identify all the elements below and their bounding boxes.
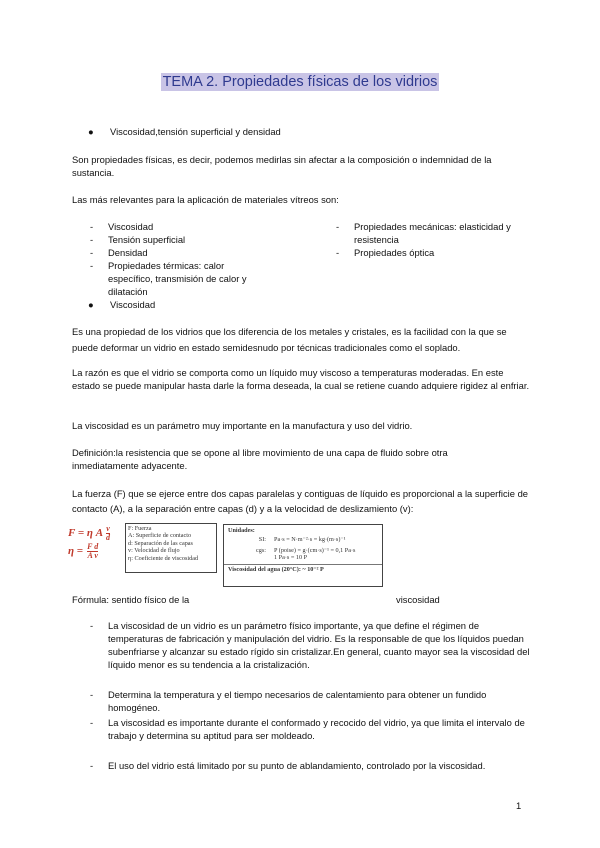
legend-item: F: Fuerza [128, 525, 152, 532]
formula-caption-left: Fórmula: sentido físico de la [72, 594, 190, 605]
top-bullet: ● Viscosidad,tensión superficial y densidad [88, 126, 281, 137]
bullet-dot: ● [88, 299, 94, 310]
paragraph-1: Es una propiedad de los vidrios que los diferencia de los metales y cristales, es la facilidad con la que se puede deformar un vidrio en estado semidesnudo por técnicas tradicionales como el soplado. [72, 326, 507, 353]
legend-item: η: Coeficiente de viscosidad [128, 554, 199, 562]
list-item: - Densidad [90, 247, 148, 258]
units-box [223, 524, 383, 587]
formula-caption-right: viscosidad [396, 594, 440, 605]
properties-list-left [90, 220, 265, 298]
bullet-dot: ● [88, 126, 94, 137]
page-title: TEMA 2. Propiedades físicas de los vidrios [162, 74, 438, 90]
page-number: 1 [516, 800, 522, 811]
viscosity-dash-list [90, 619, 530, 772]
cgs-value-2: 1 Pa·s = 10 P [274, 554, 308, 562]
intro-paragraph: Son propiedades físicas, es decir, podemos medirlas sin afectar a la composición o indemnidad de la sustancia. [72, 154, 492, 178]
list-item: - La viscosidad es importante durante el conformado y recocido del vidrio, ya que limita el intervalo de trabajo y determina su aptitud para ser moldeado. [90, 717, 525, 741]
relevant-intro: Las más relevantes para la aplicación de materiales vítreos son: [72, 194, 339, 205]
legend-item: A: Superficie de contacto [128, 532, 192, 540]
list-item: - Propiedades mecánicas: elasticidad y resistencia [336, 221, 511, 245]
list-item: - Viscosidad [90, 221, 154, 232]
legend-item: d: Separación de las capas [128, 539, 193, 547]
cgs-value: P (poise) = g·(cm·s)⁻¹ = 0,1 Pa·s [274, 546, 356, 554]
list-item: - Tensión superficial [90, 234, 186, 245]
legend-item: v: Velocidad de flujo [128, 547, 180, 555]
viscosity-bullet: ● Viscosidad [88, 299, 156, 310]
list-item: - La viscosidad de un vidrio es un parámetro físico importante, ya que define el régimen de temperaturas de fabricación y manipulación del vidrio. Es la responsable de que los líquidos puedan subenfriarse y alcanzar su estado rígido sin cristalizar.En general, cuanto mayor sea la viscosidad del líquido menor es su tendencia a la cristalización. [90, 620, 530, 670]
viscosity-formula: F = η A v d η = $\frac{\text{F d}}{\text{A v}}$ [68, 524, 111, 560]
formula-legend [125, 523, 217, 573]
list-item: - Propiedades térmicas: calor específico, transmisión de calor y dilatación [90, 260, 247, 297]
si-value: Pa·s = N·m⁻²·s = kg·(m·s)⁻¹ [274, 536, 346, 544]
list-item: - Determina la temperatura y el tiempo necesarios de calentamiento para obtener un fundido homogéneo. [90, 689, 487, 713]
list-item: - Propiedades óptica [336, 247, 435, 258]
definition-paragraph: Definición:la resistencia que se opone al libre movimiento de una capa de fluido sobre otra inmediatamente adyacente. [72, 447, 448, 471]
si-label: SI: [258, 536, 266, 544]
cgs-label: cgs: [256, 546, 266, 554]
properties-list-right [336, 220, 536, 259]
units-header: Unidades: [228, 527, 255, 534]
force-paragraph: La fuerza (F) que se ejerce entre dos capas paralelas y contiguas de líquido es proporcional a la superficie de contacto (A), a la separación entre capas (d) y a la velocidad de deslizamiento (v): [72, 488, 528, 514]
paragraph-2: La razón es que el vidrio se comporta como un líquido muy viscoso a temperaturas moderadas. En este estado se puede manipular hasta darle la forma deseada, la cual se retiene cuando adquiere rigidez al enfriar. [72, 367, 530, 391]
list-item: - El uso del vidrio está limitado por su punto de ablandamiento, controlado por la viscosidad. [90, 760, 486, 771]
water-viscosity: Viscosidad del agua (20°C): ~ 10⁻² P [224, 564, 382, 573]
paragraph-3: La viscosidad es un parámetro muy importante en la manufactura y uso del vidrio. [72, 420, 413, 431]
